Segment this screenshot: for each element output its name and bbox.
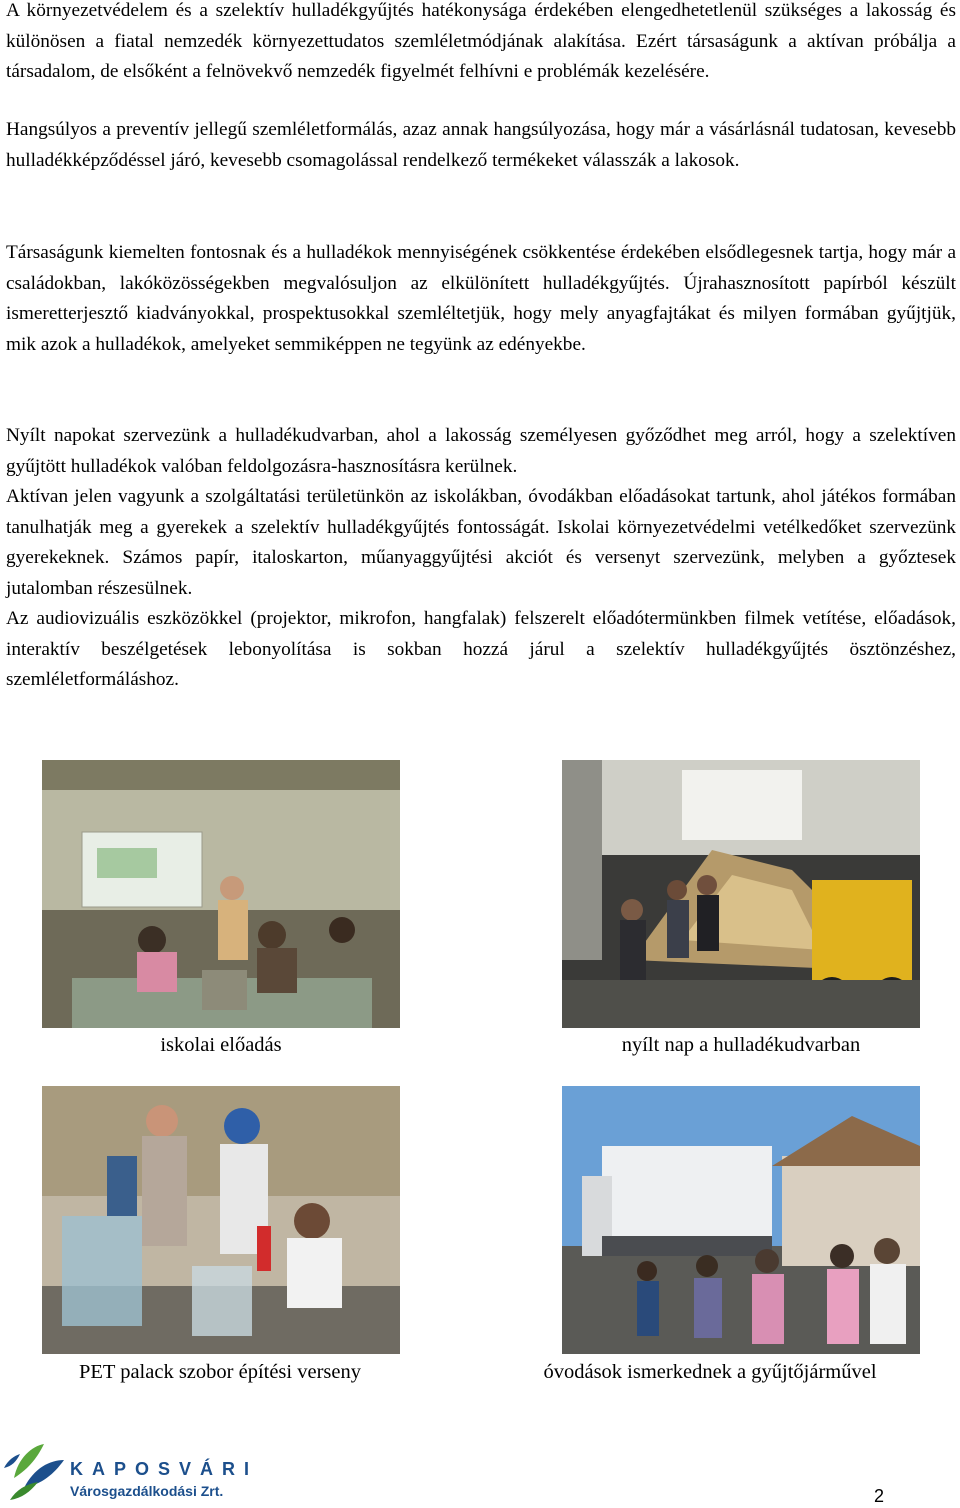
paragraph-intro: A környezetvédelem és a szelektív hulladékgyűjtés hatékonysága érdekében elengedhetetlenül szükséges a lakosság és különösen a fiatal nemzedék környezettudatos szemléletmódjának alakítása. Ezért társaságunk a aktívan próbálja a társadalom, de elsőként a felnövekvő nemzedék figyelmét felhívni e problémák kezelésére. [6,0,956,83]
paragraph-schools: Aktívan jelen vagyunk a szolgáltatási területünkön az iskolákban, óvodákban előadásokat tartunk, ahol játékos formában tanulhatják meg a gyerekek a szelektív hulladékgyűjtés fontosságát. Iskolai környezetvédelmi vetélkedőket szervezünk gyerekeknek. Számos papír, italoskarton, műanyaggyűjtési akciót és versenyt szervezünk, melyben a győztesek jutalomban részesülnek. [6,486,956,599]
waste-yard-caption: nyílt nap a hulladékudvarban [621,1034,861,1056]
school-presentation-caption: iskolai előadás [160,1034,282,1056]
leaf-icon [4,1438,70,1506]
school-presentation-photo [42,760,400,1028]
paragraph-prevention: Hangsúlyos a preventív jellegű szemléletformálás, azaz annak hangsúlyozása, hogy már a vásárlásnál tudatosan, kevesebb hulladékképződéssel járó, kevesebb csomagolással rendelkező termékeket válasszák a lakosok. [6,119,956,171]
waste-yard-photo [562,760,920,1028]
paragraph-audiovisual: Az audiovizuális eszközökkel (projektor, mikrofon, hangfalak) felszerelt előadótermünkben filmek vetítése, előadások, interaktív beszélgetések lebonyolítása is sokban hozzá járul a szelektív hulladékgyűjtés ösztönzéshez, szemléletformáláshoz. [6,608,956,691]
paragraph-open-days: Nyílt napokat szervezünk a hulladékudvarban, ahol a lakosság személyesen győződhet meg arról, hogy a szelektíven gyűjtött hulladékok valóban feldolgozásra-hasznosításra kerülnek. [6,425,956,477]
logo-name: KAPOSVÁRI [70,1459,259,1479]
pet-bottle-caption: PET palack szobor építési verseny [79,1361,361,1383]
paragraph-separate-collection: Társaságunk kiemelten fontosnak és a hulladékok mennyiségének csökkentése érdekében elsődlegesnek tartja, hogy már a családokban, lakóközösségekben megvalósuljon az elkülönített hulladékgyűjtés. Újrahasznosított papírból készült ismeretterjesztő kiadványokkal, prospektusokkal szemléltetjük, hogy mely anyagfajtákat és milyen formában gyűjtjük, mik azok a hulladékok, amelyeket semmiképpen ne tegyünk az edényekbe. [6,242,956,355]
pet-bottle-photo [42,1086,400,1354]
logo-subtitle: Városgazdálkodási Zrt. [70,1483,224,1499]
collection-truck-caption: óvodások ismerkednek a gyűjtőjárművel [543,1361,877,1383]
collection-truck-photo [562,1086,920,1354]
page-number: 2 [873,1486,884,1506]
company-logo [4,1438,259,1508]
